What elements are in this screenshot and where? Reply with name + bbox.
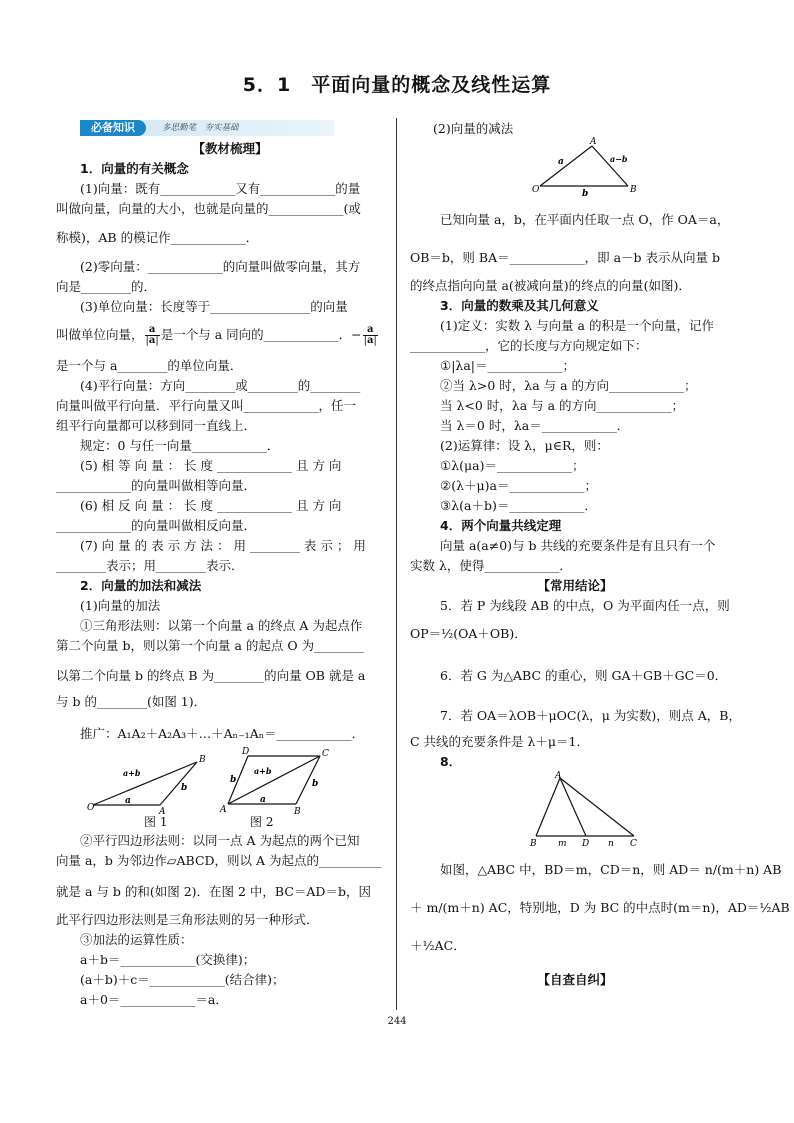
label-a-minus-b: a−b [610, 154, 628, 164]
label-D: D [242, 747, 250, 757]
text-line: C 共线的充要条件是 λ＋μ＝1． [410, 734, 590, 749]
figure-2-caption: 图 2 [250, 815, 274, 829]
text-line: 是一个与 a________的单位向量． [56, 358, 243, 373]
text-line: (2)向量的减法 [433, 121, 514, 136]
label-O: O [532, 185, 540, 195]
text-line: 此平行四边形法则是三角形法则的另一种形式． [56, 912, 319, 927]
text-line [56, 325, 379, 346]
heading-3: 3．向量的数乘及其几何意义 [440, 298, 599, 313]
text-line: 向量 a(a≠0)与 b 共线的充要条件是有且只有一个 [440, 538, 716, 553]
heading-1: 1．向量的有关概念 [80, 161, 189, 176]
text-line: (4)平行向量：方向________或________的________ [80, 378, 361, 393]
label-C: C [630, 839, 637, 849]
text-line: 8． [440, 754, 462, 769]
label-b: b [181, 783, 188, 793]
text-line: OB＝b，则 BA＝____________，即 a－b 表示从向量 b [410, 250, 720, 265]
label-a-plus-b: a+b [254, 766, 272, 776]
text-line: ____________的向量叫做相等向量． [56, 478, 257, 493]
text-line: 以第二个向量 b 的终点 B 为________的向量 OB 就是 a [56, 668, 366, 683]
text-line: 第二个向量 b，则以第一个向量 a 的起点 O 为________ [56, 638, 365, 653]
text-line: ②当 λ>0 时，λa 与 a 的方向____________； [440, 378, 697, 393]
text-line: ＋½AC． [410, 938, 466, 953]
text-line: 已知向量 a，b，在平面内任取一点 O，作 OA＝a， [440, 212, 730, 227]
label-D: D [582, 839, 590, 849]
text-line: (5) 相 等 向 量 ： 长 度 ____________ 且 方 向 [80, 458, 342, 473]
text-line: ③加法的运算性质： [80, 932, 193, 947]
banner-tag: 必备知识 [80, 120, 146, 136]
text-line: (1)定义：实数 λ 与向量 a 的积是一个向量，记作 [440, 318, 714, 333]
text-line: 的终点指向向量 a(被减向量)的终点的向量(如图)． [410, 278, 691, 293]
label-m: m [558, 839, 567, 849]
text-line: 当 λ＝0 时，λa＝____________． [440, 418, 630, 433]
text-line: ①λ(μa)＝____________； [440, 458, 585, 473]
label-A: A [555, 771, 562, 781]
text-line: 与 b 的________(如图 1)． [56, 694, 207, 709]
label-B: B [294, 807, 301, 816]
text-line: ①三角形法则：以第一个向量 a 的终点 A 为起点作 [80, 618, 363, 633]
text-line: 叫做向量，向量的大小，也就是向量的____________(或 [56, 201, 361, 216]
text-line: 组平行向量都可以移到同一直线上． [56, 418, 257, 433]
side-AB [536, 778, 560, 836]
text-line: (1)向量的加法 [80, 598, 161, 613]
text-line: (7) 向 量 的 表 示 方 法 ： 用 ________ 表 示 ； 用 [80, 538, 366, 553]
banner-subtitle: 多思勤笔 夯实基础 [162, 123, 239, 133]
text-line: OP＝½(OA＋OB)． [410, 626, 527, 641]
label-B: B [530, 839, 537, 849]
text-line: a＋b＝____________(交换律)； [80, 952, 256, 967]
text-line: 向量叫做平行向量．平行向量又叫____________，任一 [56, 398, 357, 413]
section-header-conclusions: 【常用结论】 [537, 578, 613, 593]
subtraction-figure [530, 136, 640, 196]
text-line: ________表示；用________表示． [56, 558, 244, 573]
label-a-plus-b: a+b [123, 768, 141, 778]
text-line: (a＋b)＋c＝____________(结合律)； [80, 972, 285, 987]
text-fragment: 是一个与 a 同向的____________．− [160, 327, 362, 342]
text-line: ____________的向量叫做相反向量． [56, 518, 257, 533]
text-line: ③λ(a＋b)＝____________． [440, 498, 597, 513]
text-line: 当 λ<0 时，λa 与 a 的方向____________； [440, 398, 685, 413]
label-a: a [125, 796, 131, 806]
label-A: A [220, 805, 227, 815]
text-line: ____________，它的长度与方向规定如下： [410, 338, 648, 353]
page-title: 5．1 平面向量的概念及线性运算 [242, 74, 552, 96]
text-line: 5．若 P 为线段 AB 的中点，O 为平面内任一点，则 [440, 598, 730, 613]
text-line: 称模)，AB 的模记作____________． [56, 230, 259, 245]
label-b-left: b [230, 775, 237, 785]
text-line: ①|λa|＝____________； [440, 358, 576, 373]
text-line: 规定：0 与任一向量____________． [80, 438, 280, 453]
label-A: A [159, 807, 166, 815]
fraction: $\frac{a}{|a|}$ [145, 324, 159, 346]
text-line: 6．若 G 为△ABC 的重心，则 GA＋GB＋GC＝0． [440, 668, 728, 683]
fraction: $\frac{a}{|a|}$ [363, 324, 377, 346]
label-b-right: b [312, 779, 319, 789]
text-line: ＋ m/(m＋n) AC，特别地，D 为 BC 的中点时(m＝n)，AD＝½AB [410, 900, 790, 915]
text-line: (1)向量：既有____________又有____________的量 [80, 181, 361, 196]
label-a: a [260, 795, 266, 805]
text-line: (2)零向量：____________的向量叫做零向量，其方 [80, 259, 361, 274]
text-line: (3)单位向量：长度等于________________的向量 [80, 299, 348, 314]
segment-AD [560, 778, 586, 836]
triangle-abc-figure [526, 770, 646, 850]
text-line: 如图，△ABC 中，BD＝m，CD＝n，则 AD＝ n/(m＋n) AB [440, 862, 782, 877]
page-number: 244 [387, 1016, 407, 1027]
text-line: 向量 a，b 为邻边作▱ABCD，则以 A 为起点的__________ [56, 853, 382, 868]
figure-2-parallelogram [218, 746, 348, 816]
text-fragment: 叫做单位向量， [56, 327, 144, 342]
label-O: O [87, 803, 95, 813]
label-C: C [322, 749, 329, 759]
text-line: 推广：A₁A₂＋A₂A₃＋…＋Aₙ₋₁Aₙ＝____________． [80, 726, 365, 741]
figure-1-triangle [85, 750, 215, 815]
figure-1-caption: 图 1 [144, 815, 168, 829]
text-line: a＋0＝____________＝a． [80, 992, 228, 1007]
label-n: n [608, 839, 614, 849]
text-line: 7．若 OA＝λOB＋μOC(λ，μ 为实数)，则点 A，B， [440, 708, 741, 723]
text-line: 向是________的． [56, 279, 157, 294]
vector-a-minus-b [592, 146, 628, 186]
text-line: 就是 a 与 b 的和(如图 2)．在图 2 中，BC＝AD＝b，因 [56, 884, 371, 899]
text-line: ②(λ＋μ)a＝____________； [440, 478, 597, 493]
label-A: A [590, 137, 597, 147]
diagonal-AC [228, 756, 320, 804]
side-AC [560, 778, 634, 836]
vector-a [540, 146, 592, 186]
label-B: B [630, 185, 637, 195]
vector-b [160, 762, 197, 805]
label-a: a [558, 157, 564, 167]
column-divider [396, 118, 397, 1010]
text-line: (6) 相 反 向 量 ： 长 度 ____________ 且 方 向 [80, 498, 342, 513]
label-b: b [582, 189, 589, 196]
heading-4: 4．两个向量共线定理 [440, 518, 562, 533]
text-line: 实数 λ，使得____________． [410, 558, 572, 573]
text-line: ②平行四边形法则：以同一点 A 为起点的两个已知 [80, 833, 360, 848]
section-header: 【教材梳理】 [192, 141, 268, 156]
section-banner [80, 120, 334, 136]
heading-2: 2．向量的加法和减法 [80, 578, 202, 593]
label-B: B [199, 755, 206, 765]
text-line: (2)运算律：设 λ，μ∈R，则： [440, 438, 609, 453]
section-header-self-check: 【自查自纠】 [537, 972, 613, 987]
